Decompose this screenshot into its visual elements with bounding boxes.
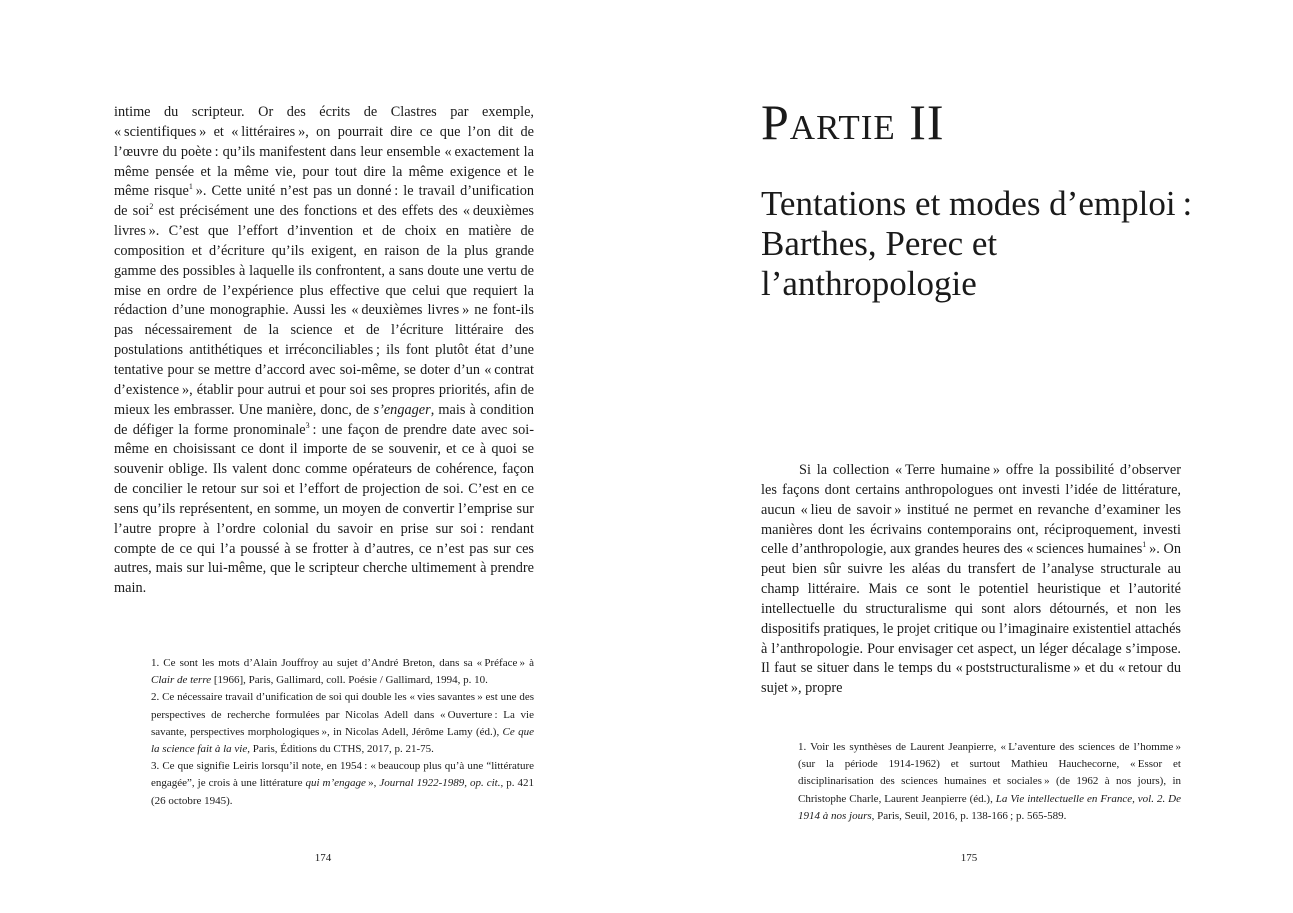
part-title: Partie II	[761, 94, 945, 150]
footnote-2	[151, 689, 534, 758]
chapter-title: Tentations et modes d’emploi : Barthes, Perec et l’anthropologie	[761, 184, 1193, 303]
emphasis: s’engager	[373, 401, 431, 418]
footnote-text: »,	[365, 777, 380, 790]
footnotes	[151, 655, 534, 810]
page-number: 175	[960, 852, 978, 864]
footnote-ref-1: 1	[188, 182, 193, 192]
footnote-text: 3. Ce que signifie Leiris lorsqu’il note, en 1954 : « beaucoup plus qu’à une “littérature engagée”, je crois à une littérature	[151, 760, 534, 790]
left-page	[0, 0, 646, 913]
footnotes	[798, 739, 1181, 825]
footnote-text: [1966], Paris, Gallimard, coll. Poésie / Gallimard, 1994, p. 10.	[211, 674, 488, 687]
footnote-text: 2. Ce nécessaire travail d’unification de soi qui double les « vies savantes » est une des perspectives de recherche formulées par Nicolas Adell dans « Ouverture : La vie savante, perspectives morphologiques », in Nicolas Adell, Jérôme Lamy (éd.),	[151, 691, 534, 738]
text-run: est précisément une des fonctions et des effets des « deuxièmes livres ». C’est que l’effort d’invention et de choix en matière de composition et d’écriture qu’ils exigent, en raison de la plus grande gamme des possibles à laquelle ils confrontent, a sans doute une vertu de mise en ordre de l’expérience plus effective que celui que requiert la rédaction d’une monographie. Aussi les « deuxièmes livres » ne font-ils pas nécessairement de la science et de l’écriture littéraire des postulations antithétiques et irréconciliables ; ils font plutôt état d’une tentative pour se mettre d’accord avec soi-même, se doter d’un « contrat d’existence », établir pour autrui et pour soi ses propres priorités, afin de mieux les embrasser. Une manière, donc, de	[114, 203, 534, 418]
footnote-text: 1. Ce sont les mots d’Alain Jouffroy au sujet d’André Breton, dans sa « Préface » à	[151, 657, 534, 669]
right-page	[647, 0, 1293, 913]
text-run: ». Cette unité n’est pas un donné : le travail d’unification de soi	[114, 183, 534, 220]
footnote-title: Ce que la science fait à la vie	[151, 725, 534, 756]
body-paragraph	[761, 461, 1181, 699]
body-paragraph	[114, 103, 534, 599]
footnote-ref-2: 2	[149, 202, 154, 212]
text-run: intime du scripteur. Or des écrits de Clastres par exemple, « scientifiques » et « littéraires », on pourrait dire ce que l’on dit de l’œuvre du poète : qu’ils manifestent dans leur ensemble « exactement la même pensée et la même vie, pour tout dire la même exigence et le même risque	[114, 104, 534, 200]
footnote-3	[151, 758, 534, 810]
footnote-ref-3: 3	[305, 420, 310, 430]
footnote-text: 1. Voir les synthèses de Laurent Jeanpierre, « L’aventure des sciences de l’homme » (sur la période 1914-1962) et surtout Mathieu Hauchecorne, « Essor et disciplinarisation des sciences humaines et sociales » (de 1962 à nos jours), in Christophe Charle, Laurent Jeanpierre (éd.),	[798, 741, 1181, 805]
footnote-title: Clair de terre	[151, 674, 212, 687]
footnote-1	[798, 739, 1181, 825]
text-run: ». On peut bien sûr suivre les aléas du transfert de l’analyse structurale au champ littéraire. Mais ce sont le potentiel heuristique et l’autorité intellectuelle du structuralisme qui sont alors détournés, et non les dispositifs pratiques, le projet critique ou l’imaginaire existentiel attachés à l’anthropologie. Pour envisager cet aspect, un léger décalage s’impose. Il faut se situer dans le temps du « poststructuralisme » et du « retour du sujet », propre	[761, 541, 1181, 697]
footnote-1	[151, 655, 534, 689]
text-run: Si la collection « Terre humaine » offre la possibilité d’observer les façons dont certains anthropologues ont investi l’idée de littérature, aucun « lieu de savoir » institué ne permet en revanche d’examiner les manières dont les écrivains contemporains ont, réciproquement, investi celle d’anthropologie, aux grandes heures des « sciences humaines	[761, 462, 1181, 558]
footnote-text: , Paris, Seuil, 2016, p. 138-166 ; p. 565-589.	[871, 809, 1067, 822]
footnote-text: , p. 421 (26 octobre 1945).	[151, 777, 534, 807]
footnote-title: Journal 1922-1989, op. cit.	[379, 777, 501, 790]
footnote-ref-1: 1	[1142, 540, 1147, 550]
footnote-title: La Vie intellectuelle en France, vol. 2. De 1914 à nos jours	[798, 792, 1181, 822]
footnote-title: qui m’engage	[305, 777, 366, 790]
text-run: , mais à condition de défiger la forme pronominale	[114, 401, 534, 438]
footnote-text: , Paris, Éditions du CTHS, 2017, p. 21-75.	[247, 743, 434, 756]
text-run: : une façon de prendre date avec soi-même en choisissant ce dont il importe de se souvenir, et ce à quoi se souvenir oblige. Ils valent donc comme opérateurs de cohérence, façon de concilier le retour sur soi et l’effort de projection de soi. C’est en ce sens qu’ils représentent, en somme, un moyen de convertir l’emprise sur l’autre propre à l’ordre colonial du savoir en prise sur soi : rendant compte de ce qui l’a poussé à se frotter à d’autres, ce n’est pas sur ces autres, mais sur lui-même, que le scripteur cherche ultimement à prendre main.	[114, 421, 534, 597]
page-number: 174	[314, 852, 332, 864]
